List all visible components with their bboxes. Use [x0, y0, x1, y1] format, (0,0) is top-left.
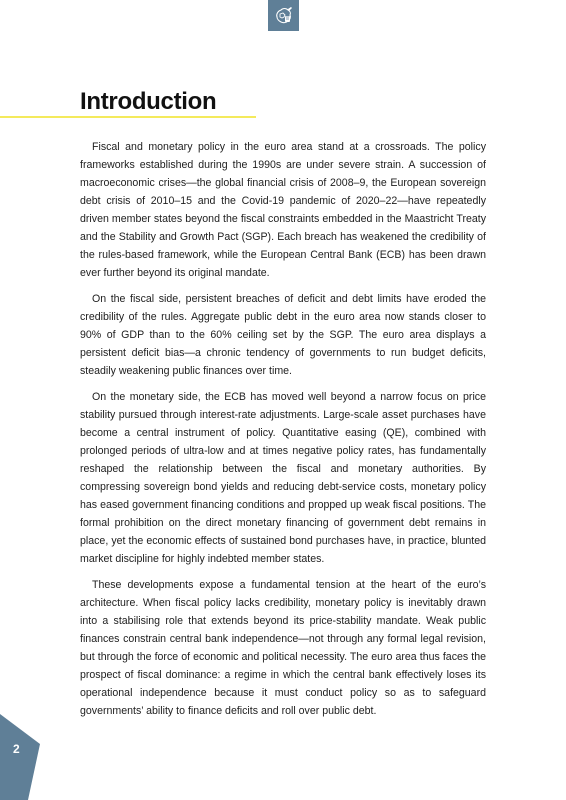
body-text: [80, 138, 486, 728]
paragraph-3: On the monetary side, the ECB has moved well beyond a narrow focus on price stability pursued through interest-rate adjustments. Large-scale asset purchases have become a central instrument of policy. Quantitative easing (QE), combined with prolonged periods of ultra-low and at times negative policy rates, has fundamentally reshaped the relationship between the fiscal and monetary authorities. By compressing sovereign bond yields and reducing debt-service costs, monetary policy has eased government financing conditions and propped up weak fiscal positions. The formal prohibition on the direct monetary financing of government debt remains in place, yet the economic effects of sustained bond purchases have, in practice, blunted market discipline for highly indebted member states.: [80, 391, 486, 565]
paragraph-1: Fiscal and monetary policy in the euro area stand at a crossroads. The policy frameworks established during the 1990s are under severe strain. A succession of macroeconomic crises—the global financial crisis of 2008–9, the European sovereign debt crisis of 2010–15 and the Covid-19 pandemic of 2020–22—have repeatedly driven member states beyond the fiscal constraints embedded in the Maastricht Treaty and the Stability and Growth Pact (SGP). Each breach has weakened the credibility of the rules-based framework, while the European Central Bank (ECB) has been drawn ever further beyond its original mandate.: [80, 141, 486, 279]
page-title: Introduction: [80, 88, 217, 115]
eu-map-pen-icon: [273, 5, 295, 27]
paragraph-4: These developments expose a fundamental tension at the heart of the euro’s architecture. When fiscal policy lacks credibility, monetary policy is inevitably drawn into a stabilising role that extends beyond its price-stability mandate. Weak public finances constrain central bank independence—not through any formal legal revision, but through the force of economic and political necessity. The euro area thus faces the prospect of fiscal dominance: a regime in which the central bank effectively loses its operational independence because it must conduct policy so as to safeguard governments’ ability to finance deficits and roll over public debt.: [80, 579, 486, 717]
page-number: 2: [13, 742, 20, 756]
page-corner-tab: [0, 714, 40, 800]
paragraph-2: On the fiscal side, persistent breaches of deficit and debt limits have eroded the credibility of the rules. Aggregate public debt in the euro area now stands closer to 90% of GDP than to the 60% ceiling set by the SGP. The euro area displays a persistent deficit bias—a chronic tendency of governments to run budget deficits, steadily weakening public finances over time.: [80, 293, 486, 377]
header-logo-badge: [268, 0, 299, 31]
